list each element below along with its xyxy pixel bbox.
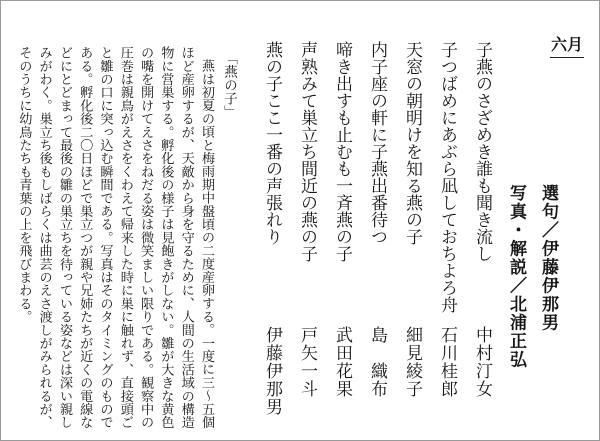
photo-credit: 写真・解説／北浦正弘	[506, 184, 526, 369]
haiku-author: 伊藤伊那男	[262, 326, 282, 416]
commentary-line: ほど産卵するが、天敵から身を守るために、人間の生活域の構造	[178, 46, 194, 429]
haiku-author: 中村汀女	[472, 326, 492, 398]
haiku-item	[464, 41, 499, 431]
haiku-text: 燕の子ここ一番の声張れり	[262, 41, 282, 245]
commentary-line: ある。孵化後二〇日ほどで巣立つが親や兄姉たちが近くの電線な	[77, 46, 93, 429]
commentary-line: そのうちに幼鳥たちも青葉の上を飛びまわる。	[16, 46, 32, 324]
haiku-text: 啼き出すも止むも一斉燕の子	[332, 41, 352, 262]
haiku-item	[359, 41, 394, 431]
haiku-item	[394, 41, 429, 431]
commentary-line: 圧巻は親鳥がえさをくわえて帰来した時に巣に触れず、直接頭ご	[117, 46, 133, 429]
commentary-line: と雛の口に突っ込む瞬間である。写真はそのタイミングのもので	[97, 46, 113, 429]
commentary-body	[13, 46, 216, 432]
haiku-author: 武田花果	[332, 326, 352, 398]
month-heading: 六月	[550, 35, 584, 58]
commentary-line: の嘴を開けてえさをねだる姿は微笑ましい限りである。観察中の	[138, 46, 154, 429]
haiku-text: 天窓の朝明けを知る燕の子	[402, 41, 422, 245]
commentary-heading: 「燕の子」	[221, 51, 237, 119]
haiku-list	[254, 41, 499, 431]
haiku-author: 細見綾子	[402, 326, 422, 398]
selection-credit: 選句／伊藤伊那男	[538, 184, 558, 332]
commentary-line: 物に営巣する。孵化後の様子は見飽きがしない。雛が大きな黄色	[158, 46, 174, 429]
haiku-text: 子燕のさざめき誰も聞き流し	[472, 41, 492, 262]
haiku-author: 戸矢一斗	[297, 326, 317, 398]
haiku-item	[289, 41, 324, 431]
haiku-item	[429, 41, 464, 431]
haiku-author: 石川桂郎	[437, 326, 457, 398]
commentary-line: 燕は初夏の頃と梅雨期中盤頃の二度産卵する。一度に三〜五個	[199, 59, 214, 429]
haiku-item	[254, 41, 289, 431]
haiku-item	[324, 41, 359, 431]
haiku-text: 内子座の軒に子燕出番待つ	[367, 41, 387, 245]
haiku-text: 子つばめにあぶら凪しておちよろ舟	[437, 41, 457, 313]
credits	[500, 184, 564, 384]
commentary-line: みがわく。巣立ち後もしばらくは曲芸のえさ渡しがみられるが、	[36, 46, 52, 429]
commentary-line: どにとどまって最後の雛の巣立ちを待っている姿などは深い親し	[56, 46, 72, 429]
haiku-text: 声熟みて巣立ち間近の燕の子	[297, 41, 317, 262]
haiku-author: 島 織布	[367, 326, 387, 398]
